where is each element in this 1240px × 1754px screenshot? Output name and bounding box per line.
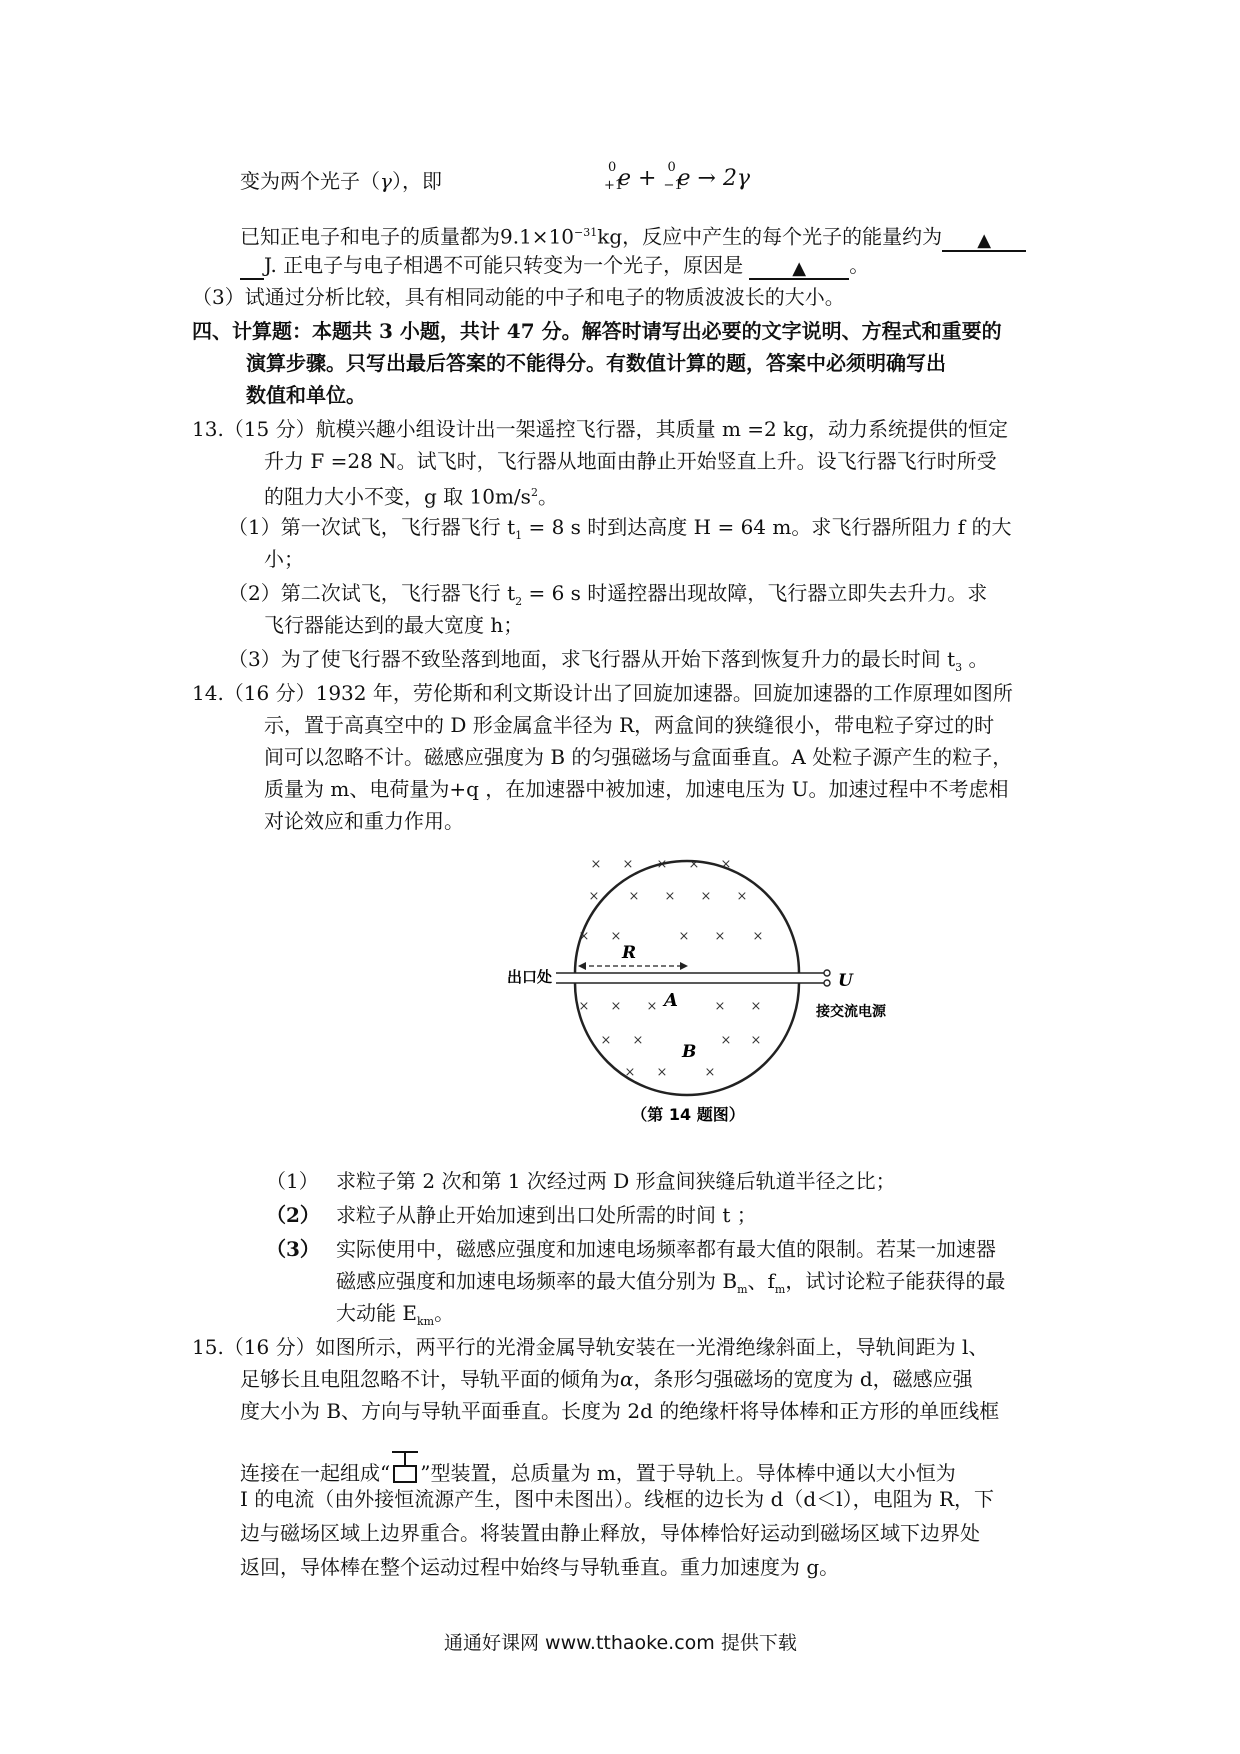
terminal-icon	[824, 980, 830, 986]
field-cross-icon: ×	[750, 1033, 762, 1048]
field-cross-icon: ×	[624, 1065, 636, 1080]
field-cross-icon: ×	[720, 857, 732, 872]
text-line: 已知正电子和电子的质量都为$9.1\times 10^{-31}kg$，反应中产生的每个光子的能量约为 ▲	[240, 218, 1026, 252]
section-heading: 演算步骤。只写出最后答案的不能得分。有数值计算的题，答案中必须明确写出	[246, 351, 946, 375]
q13-part-2: 飞行器能达到的最大宽度 h；	[264, 613, 524, 637]
magnetic-field-crosses	[579, 857, 764, 1080]
field-cross-icon: ×	[752, 929, 764, 944]
field-cross-icon: ×	[714, 929, 726, 944]
voltage-label: U	[838, 971, 853, 991]
q14-stem: 质量为 m、电荷量为+q ，在加速器中被加速，加速电压为 U。加速过程中不考虑相	[264, 777, 1009, 801]
footer-text: 通通好课网 www.tthaoke.com 提供下载	[444, 1632, 797, 1654]
field-label: B	[682, 1042, 697, 1062]
q14-part-3-number: （3）	[266, 1237, 320, 1261]
text-line: （3）试通过分析比较，具有相同动能的中子和电子的物质波波长的大小。	[192, 285, 845, 309]
field-cross-icon: ×	[704, 1065, 716, 1080]
q15-stem: I 的电流（由外接恒流源产生，图中未图出）。线框的边长为 d（d＜l），电阻为 R，下	[240, 1487, 995, 1511]
field-cross-icon: ×	[664, 889, 676, 904]
field-cross-icon: ×	[628, 889, 640, 904]
field-cross-icon: ×	[720, 1033, 732, 1048]
q14-part-3: 实际使用中，磁感应强度和加速电场频率都有最大值的限制。若某一加速器	[336, 1237, 996, 1261]
field-cross-icon: ×	[700, 889, 712, 904]
q15-stem: 返回，导体棒在整个运动过程中始终与导轨垂直。重力加速度为 g。	[240, 1555, 840, 1579]
q15-stem: 连接在一起组成“ ”型装置，总质量为 m，置于导轨上。导体棒中通以大小恒为	[240, 1450, 956, 1488]
field-cross-icon: ×	[622, 857, 634, 872]
field-cross-icon: ×	[656, 1065, 668, 1080]
field-cross-icon: ×	[578, 929, 590, 944]
ac-source-label: 接交流电源	[816, 1004, 886, 1020]
field-cross-icon: ×	[736, 889, 748, 904]
q14-part-2: 求粒子从静止开始加速到出口处所需的时间 t ；	[336, 1203, 757, 1227]
q15-stem: 15.（16 分）如图所示，两平行的光滑金属导轨安装在一光滑绝缘斜面上，导轨间距为 l、	[192, 1335, 989, 1359]
q15-stem: 足够长且电阻忽略不计，导轨平面的倾角为α，条形匀强磁场的宽度为 d，磁感应强	[240, 1367, 973, 1391]
q13-part-3: （3）为了使飞行器不致坠落到地面，求飞行器从开始下落到恢复升力的最长时间 $t_3$ 。	[228, 647, 989, 674]
radius-label: R	[622, 943, 637, 963]
radius-arrow-icon	[578, 962, 586, 970]
q14-stem: 示，置于高真空中的 D 形金属盒半径为 R，两盒间的狭缝很小，带电粒子穿过的时	[264, 713, 995, 737]
answer-blank[interactable]: ▲	[942, 224, 1026, 252]
field-cross-icon: ×	[610, 999, 622, 1014]
q15-stem: 度大小为 B、方向与导轨平面垂直。长度为 2d 的绝缘杆将导体棒和正方形的单匝线框	[240, 1399, 1000, 1423]
field-cross-icon: ×	[578, 999, 590, 1014]
field-cross-icon: ×	[590, 857, 602, 872]
device-shape-icon	[390, 1450, 420, 1484]
field-cross-icon: ×	[632, 1033, 644, 1048]
cyclotron-diagram	[466, 848, 886, 1128]
upper-d-box	[575, 861, 799, 973]
field-cross-icon: ×	[678, 929, 690, 944]
radius-arrow-icon	[680, 962, 688, 970]
q13-part-1: 小；	[264, 547, 304, 571]
answer-blank[interactable]	[240, 252, 264, 280]
q14-part-1: 求粒子第 2 次和第 1 次经过两 D 形盒间狭缝后轨道半径之比；	[336, 1169, 896, 1193]
field-cross-icon: ×	[600, 1033, 612, 1048]
section-heading: 数值和单位。	[246, 383, 366, 407]
q14-part-3: 磁感应强度和加速电场频率的最大值分别为 $B_m$、$f_m$，试讨论粒子能获得的最	[336, 1269, 1006, 1296]
field-cross-icon: ×	[646, 999, 658, 1014]
q13-part-2: （2）第二次试飞，飞行器飞行 $t_2 = 6$ s 时遥控器出现故障，飞行器立即失去升力。求	[228, 581, 988, 608]
field-cross-icon: ×	[714, 999, 726, 1014]
q14-part-3: 大动能 $E_{km}$。	[336, 1301, 455, 1328]
q14-stem: 14.（16 分）1932 年，劳伦斯和利文斯设计出了回旋加速器。回旋加速器的工作原理如图所	[192, 681, 1013, 705]
exit-label: 出口处	[506, 968, 552, 986]
q13-part-1: （1）第一次试飞，飞行器飞行 $t_1 = 8$ s 时到达高度 H = 64 m。求飞行器所阻力 f 的大	[228, 515, 1012, 542]
field-cross-icon: ×	[656, 857, 668, 872]
field-cross-icon: ×	[610, 929, 622, 944]
q14-part-2-number: （2）	[266, 1203, 320, 1227]
field-cross-icon: ×	[588, 889, 600, 904]
source-point-label: A	[664, 990, 678, 1011]
field-cross-icon: ×	[750, 999, 762, 1014]
terminal-icon	[824, 970, 830, 976]
q13-stem: 的阻力大小不变，g 取 $10m/s^2$。	[264, 484, 558, 509]
text-line: 变为两个光子（γ），即	[240, 169, 442, 193]
answer-blank[interactable]: ▲	[749, 252, 849, 280]
text-line: J. 正电子与电子相遇不可能只转变为一个光子，原因是 ▲ 。	[240, 250, 869, 280]
field-cross-icon: ×	[688, 857, 700, 872]
q14-stem: 间可以忽略不计。磁感应强度为 B 的匀强磁场与盒面垂直。A 处粒子源产生的粒子，	[264, 745, 1013, 769]
annihilation-formula: 0 +1 e + 0 −1 e → 2γ	[604, 160, 751, 193]
q13-stem: 升力 F =28 N。试飞时，飞行器从地面由静止开始竖直上升。设飞行器飞行时所受	[264, 449, 997, 473]
q15-stem: 边与磁场区域上边界重合。将装置由静止释放，导体棒恰好运动到磁场区域下边界处	[240, 1521, 980, 1545]
q14-stem: 对论效应和重力作用。	[264, 809, 464, 833]
section-heading: 四、计算题：本题共 3 小题，共计 47 分。解答时请写出必要的文字说明、方程式和重要的	[192, 319, 1002, 343]
q13-stem: 13.（15 分）航模兴趣小组设计出一架遥控飞行器，其质量 m =2 kg，动力系统提供的恒定	[192, 417, 1009, 441]
figure-caption: （第 14 题图）	[631, 1105, 745, 1124]
q14-part-1-number: （1）	[266, 1169, 319, 1193]
